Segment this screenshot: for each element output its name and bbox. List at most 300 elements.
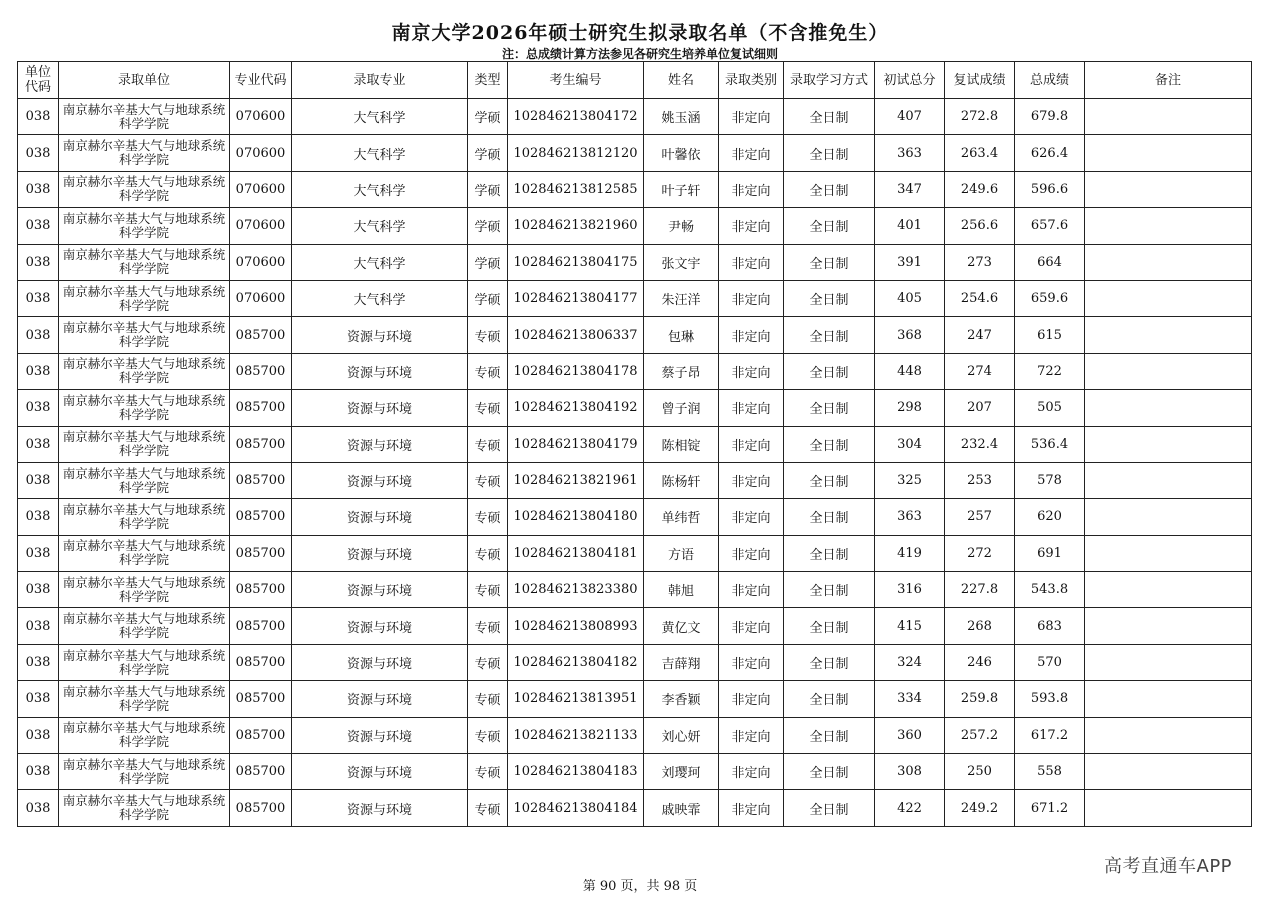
header-unit-code: 单位代码 xyxy=(18,62,59,99)
cell-name: 张文宇 xyxy=(644,244,719,280)
table-row xyxy=(18,608,1252,644)
cell-retest-score: 259.8 xyxy=(945,681,1015,717)
cell-unit: 南京赫尔辛基大气与地球系统科学学院 xyxy=(59,280,230,316)
cell-exam-id: 102846213812585 xyxy=(508,171,644,207)
cell-remarks xyxy=(1085,390,1252,426)
cell-type: 专硕 xyxy=(468,317,508,353)
cell-unit-code: 038 xyxy=(18,535,59,571)
cell-unit-code: 038 xyxy=(18,499,59,535)
cell-initial-score: 448 xyxy=(875,353,945,389)
cell-initial-score: 422 xyxy=(875,790,945,826)
header-retest-score: 复试成绩 xyxy=(945,62,1015,99)
cell-retest-score: 249.6 xyxy=(945,171,1015,207)
cell-name: 韩旭 xyxy=(644,572,719,608)
table-row xyxy=(18,99,1252,135)
cell-name: 包琳 xyxy=(644,317,719,353)
cell-name: 陈杨轩 xyxy=(644,462,719,498)
document-title: 南京大学2026年硕士研究生拟录取名单（不含推免生） xyxy=(391,22,889,44)
header-exam-id: 考生编号 xyxy=(508,62,644,99)
watermark-logo: 高考直通车APP xyxy=(1104,856,1233,877)
cell-study-mode: 全日制 xyxy=(784,790,875,826)
cell-type: 学硕 xyxy=(468,135,508,171)
cell-unit: 南京赫尔辛基大气与地球系统科学学院 xyxy=(59,244,230,280)
cell-unit: 南京赫尔辛基大气与地球系统科学学院 xyxy=(59,717,230,753)
cell-total-score: 543.8 xyxy=(1015,572,1085,608)
header-study-mode: 录取学习方式 xyxy=(784,62,875,99)
header-total-score: 总成绩 xyxy=(1015,62,1085,99)
cell-initial-score: 324 xyxy=(875,644,945,680)
cell-study-mode: 全日制 xyxy=(784,754,875,790)
cell-major: 资源与环境 xyxy=(292,499,468,535)
cell-category: 非定向 xyxy=(719,353,784,389)
cell-major-code: 085700 xyxy=(230,717,292,753)
cell-name: 吉薛翔 xyxy=(644,644,719,680)
cell-unit-code: 038 xyxy=(18,426,59,462)
cell-unit-code: 038 xyxy=(18,462,59,498)
cell-unit: 南京赫尔辛基大气与地球系统科学学院 xyxy=(59,499,230,535)
cell-exam-id: 102846213804175 xyxy=(508,244,644,280)
cell-unit: 南京赫尔辛基大气与地球系统科学学院 xyxy=(59,426,230,462)
cell-unit: 南京赫尔辛基大气与地球系统科学学院 xyxy=(59,572,230,608)
cell-remarks xyxy=(1085,244,1252,280)
table-row xyxy=(18,390,1252,426)
cell-total-score: 505 xyxy=(1015,390,1085,426)
cell-major-code: 070600 xyxy=(230,171,292,207)
cell-unit: 南京赫尔辛基大气与地球系统科学学院 xyxy=(59,462,230,498)
cell-major-code: 085700 xyxy=(230,790,292,826)
cell-unit: 南京赫尔辛基大气与地球系统科学学院 xyxy=(59,390,230,426)
page-footer: 第 90 页，共 98 页 xyxy=(582,879,698,894)
cell-exam-id: 102846213804172 xyxy=(508,99,644,135)
cell-unit-code: 038 xyxy=(18,681,59,717)
cell-unit: 南京赫尔辛基大气与地球系统科学学院 xyxy=(59,608,230,644)
header-row xyxy=(18,62,1252,99)
table-row xyxy=(18,462,1252,498)
cell-category: 非定向 xyxy=(719,99,784,135)
cell-name: 黄亿文 xyxy=(644,608,719,644)
cell-study-mode: 全日制 xyxy=(784,171,875,207)
cell-major-code: 085700 xyxy=(230,535,292,571)
cell-retest-score: 274 xyxy=(945,353,1015,389)
cell-major-code: 085700 xyxy=(230,353,292,389)
cell-unit-code: 038 xyxy=(18,353,59,389)
cell-name: 叶馨依 xyxy=(644,135,719,171)
cell-unit: 南京赫尔辛基大气与地球系统科学学院 xyxy=(59,681,230,717)
cell-category: 非定向 xyxy=(719,790,784,826)
header-category: 录取类别 xyxy=(719,62,784,99)
cell-remarks xyxy=(1085,426,1252,462)
cell-major: 资源与环境 xyxy=(292,608,468,644)
table-row xyxy=(18,208,1252,244)
cell-exam-id: 102846213821960 xyxy=(508,208,644,244)
cell-type: 学硕 xyxy=(468,171,508,207)
cell-type: 学硕 xyxy=(468,208,508,244)
cell-unit: 南京赫尔辛基大气与地球系统科学学院 xyxy=(59,353,230,389)
cell-type: 专硕 xyxy=(468,790,508,826)
cell-total-score: 620 xyxy=(1015,499,1085,535)
table-row xyxy=(18,572,1252,608)
cell-major-code: 070600 xyxy=(230,244,292,280)
cell-major-code: 085700 xyxy=(230,572,292,608)
cell-type: 专硕 xyxy=(468,462,508,498)
cell-type: 专硕 xyxy=(468,499,508,535)
cell-retest-score: 246 xyxy=(945,644,1015,680)
cell-total-score: 657.6 xyxy=(1015,208,1085,244)
cell-exam-id: 102846213804178 xyxy=(508,353,644,389)
cell-exam-id: 102846213804177 xyxy=(508,280,644,316)
cell-major-code: 070600 xyxy=(230,280,292,316)
cell-major-code: 085700 xyxy=(230,681,292,717)
table-row xyxy=(18,280,1252,316)
cell-remarks xyxy=(1085,317,1252,353)
cell-category: 非定向 xyxy=(719,608,784,644)
cell-total-score: 617.2 xyxy=(1015,717,1085,753)
cell-major: 大气科学 xyxy=(292,280,468,316)
cell-total-score: 679.8 xyxy=(1015,99,1085,135)
cell-type: 专硕 xyxy=(468,390,508,426)
cell-initial-score: 407 xyxy=(875,99,945,135)
cell-remarks xyxy=(1085,353,1252,389)
cell-retest-score: 268 xyxy=(945,608,1015,644)
cell-unit-code: 038 xyxy=(18,608,59,644)
cell-unit: 南京赫尔辛基大气与地球系统科学学院 xyxy=(59,135,230,171)
cell-study-mode: 全日制 xyxy=(784,208,875,244)
cell-name: 叶子轩 xyxy=(644,171,719,207)
cell-remarks xyxy=(1085,135,1252,171)
cell-remarks xyxy=(1085,499,1252,535)
cell-retest-score: 227.8 xyxy=(945,572,1015,608)
table-row xyxy=(18,754,1252,790)
cell-unit: 南京赫尔辛基大气与地球系统科学学院 xyxy=(59,535,230,571)
cell-retest-score: 272 xyxy=(945,535,1015,571)
cell-unit-code: 038 xyxy=(18,717,59,753)
cell-initial-score: 304 xyxy=(875,426,945,462)
cell-study-mode: 全日制 xyxy=(784,353,875,389)
cell-retest-score: 249.2 xyxy=(945,790,1015,826)
cell-initial-score: 368 xyxy=(875,317,945,353)
cell-category: 非定向 xyxy=(719,280,784,316)
cell-retest-score: 257.2 xyxy=(945,717,1015,753)
cell-unit: 南京赫尔辛基大气与地球系统科学学院 xyxy=(59,317,230,353)
cell-study-mode: 全日制 xyxy=(784,462,875,498)
cell-name: 朱汪洋 xyxy=(644,280,719,316)
cell-major-code: 085700 xyxy=(230,426,292,462)
cell-remarks xyxy=(1085,754,1252,790)
cell-type: 专硕 xyxy=(468,644,508,680)
cell-retest-score: 256.6 xyxy=(945,208,1015,244)
cell-initial-score: 298 xyxy=(875,390,945,426)
cell-remarks xyxy=(1085,608,1252,644)
cell-category: 非定向 xyxy=(719,462,784,498)
cell-major-code: 085700 xyxy=(230,644,292,680)
cell-category: 非定向 xyxy=(719,499,784,535)
cell-unit-code: 038 xyxy=(18,208,59,244)
cell-type: 专硕 xyxy=(468,353,508,389)
cell-total-score: 671.2 xyxy=(1015,790,1085,826)
cell-unit-code: 038 xyxy=(18,572,59,608)
cell-unit: 南京赫尔辛基大气与地球系统科学学院 xyxy=(59,99,230,135)
cell-retest-score: 207 xyxy=(945,390,1015,426)
cell-major: 资源与环境 xyxy=(292,754,468,790)
cell-initial-score: 360 xyxy=(875,717,945,753)
cell-remarks xyxy=(1085,644,1252,680)
cell-remarks xyxy=(1085,790,1252,826)
cell-study-mode: 全日制 xyxy=(784,390,875,426)
cell-exam-id: 102846213813951 xyxy=(508,681,644,717)
cell-unit-code: 038 xyxy=(18,790,59,826)
cell-initial-score: 391 xyxy=(875,244,945,280)
table-row xyxy=(18,135,1252,171)
cell-retest-score: 253 xyxy=(945,462,1015,498)
cell-category: 非定向 xyxy=(719,171,784,207)
cell-study-mode: 全日制 xyxy=(784,99,875,135)
cell-major-code: 085700 xyxy=(230,608,292,644)
cell-retest-score: 232.4 xyxy=(945,426,1015,462)
cell-type: 专硕 xyxy=(468,754,508,790)
cell-initial-score: 419 xyxy=(875,535,945,571)
cell-remarks xyxy=(1085,99,1252,135)
cell-total-score: 570 xyxy=(1015,644,1085,680)
cell-category: 非定向 xyxy=(719,426,784,462)
cell-exam-id: 102846213804181 xyxy=(508,535,644,571)
cell-total-score: 536.4 xyxy=(1015,426,1085,462)
header-initial-score: 初试总分 xyxy=(875,62,945,99)
cell-total-score: 691 xyxy=(1015,535,1085,571)
cell-unit-code: 038 xyxy=(18,754,59,790)
cell-category: 非定向 xyxy=(719,644,784,680)
cell-unit-code: 038 xyxy=(18,99,59,135)
cell-total-score: 615 xyxy=(1015,317,1085,353)
cell-major-code: 085700 xyxy=(230,462,292,498)
cell-total-score: 722 xyxy=(1015,353,1085,389)
table-body xyxy=(18,99,1252,827)
cell-exam-id: 102846213821133 xyxy=(508,717,644,753)
cell-unit: 南京赫尔辛基大气与地球系统科学学院 xyxy=(59,208,230,244)
cell-major-code: 085700 xyxy=(230,317,292,353)
cell-exam-id: 102846213806337 xyxy=(508,317,644,353)
cell-study-mode: 全日制 xyxy=(784,717,875,753)
cell-retest-score: 250 xyxy=(945,754,1015,790)
cell-retest-score: 247 xyxy=(945,317,1015,353)
cell-name: 蔡子昂 xyxy=(644,353,719,389)
cell-initial-score: 415 xyxy=(875,608,945,644)
cell-initial-score: 334 xyxy=(875,681,945,717)
cell-unit-code: 038 xyxy=(18,390,59,426)
cell-exam-id: 102846213804180 xyxy=(508,499,644,535)
cell-remarks xyxy=(1085,462,1252,498)
cell-category: 非定向 xyxy=(719,208,784,244)
cell-total-score: 593.8 xyxy=(1015,681,1085,717)
cell-unit: 南京赫尔辛基大气与地球系统科学学院 xyxy=(59,644,230,680)
cell-major: 资源与环境 xyxy=(292,353,468,389)
cell-type: 学硕 xyxy=(468,244,508,280)
cell-name: 尹畅 xyxy=(644,208,719,244)
header-major: 录取专业 xyxy=(292,62,468,99)
cell-remarks xyxy=(1085,535,1252,571)
cell-initial-score: 347 xyxy=(875,171,945,207)
cell-name: 刘璎珂 xyxy=(644,754,719,790)
cell-major: 大气科学 xyxy=(292,99,468,135)
table-row xyxy=(18,790,1252,826)
cell-exam-id: 102846213804182 xyxy=(508,644,644,680)
cell-initial-score: 316 xyxy=(875,572,945,608)
cell-name: 陈相锭 xyxy=(644,426,719,462)
cell-major: 大气科学 xyxy=(292,171,468,207)
cell-retest-score: 254.6 xyxy=(945,280,1015,316)
cell-major: 资源与环境 xyxy=(292,790,468,826)
cell-category: 非定向 xyxy=(719,317,784,353)
header-unit: 录取单位 xyxy=(59,62,230,99)
cell-remarks xyxy=(1085,681,1252,717)
cell-exam-id: 102846213804184 xyxy=(508,790,644,826)
cell-study-mode: 全日制 xyxy=(784,535,875,571)
table-row xyxy=(18,244,1252,280)
cell-major: 资源与环境 xyxy=(292,644,468,680)
cell-unit: 南京赫尔辛基大气与地球系统科学学院 xyxy=(59,171,230,207)
cell-unit-code: 038 xyxy=(18,244,59,280)
cell-name: 戚映霏 xyxy=(644,790,719,826)
cell-unit-code: 038 xyxy=(18,280,59,316)
cell-major: 资源与环境 xyxy=(292,317,468,353)
cell-study-mode: 全日制 xyxy=(784,280,875,316)
cell-total-score: 558 xyxy=(1015,754,1085,790)
cell-major: 资源与环境 xyxy=(292,681,468,717)
cell-study-mode: 全日制 xyxy=(784,135,875,171)
cell-name: 李香颖 xyxy=(644,681,719,717)
cell-type: 学硕 xyxy=(468,99,508,135)
cell-unit-code: 038 xyxy=(18,317,59,353)
cell-initial-score: 325 xyxy=(875,462,945,498)
cell-type: 专硕 xyxy=(468,608,508,644)
cell-type: 专硕 xyxy=(468,535,508,571)
cell-study-mode: 全日制 xyxy=(784,499,875,535)
cell-total-score: 578 xyxy=(1015,462,1085,498)
cell-type: 专硕 xyxy=(468,426,508,462)
cell-category: 非定向 xyxy=(719,681,784,717)
cell-major: 资源与环境 xyxy=(292,717,468,753)
cell-major: 资源与环境 xyxy=(292,390,468,426)
cell-exam-id: 102846213821961 xyxy=(508,462,644,498)
cell-type: 专硕 xyxy=(468,572,508,608)
cell-initial-score: 363 xyxy=(875,135,945,171)
cell-major-code: 070600 xyxy=(230,99,292,135)
table-row xyxy=(18,681,1252,717)
cell-retest-score: 272.8 xyxy=(945,99,1015,135)
cell-remarks xyxy=(1085,171,1252,207)
header-remarks: 备注 xyxy=(1085,62,1252,99)
cell-total-score: 626.4 xyxy=(1015,135,1085,171)
cell-remarks xyxy=(1085,717,1252,753)
cell-category: 非定向 xyxy=(719,244,784,280)
cell-type: 专硕 xyxy=(468,681,508,717)
cell-major-code: 070600 xyxy=(230,208,292,244)
cell-total-score: 683 xyxy=(1015,608,1085,644)
cell-unit: 南京赫尔辛基大气与地球系统科学学院 xyxy=(59,790,230,826)
table-row xyxy=(18,317,1252,353)
cell-major: 资源与环境 xyxy=(292,535,468,571)
cell-total-score: 596.6 xyxy=(1015,171,1085,207)
cell-exam-id: 102846213823380 xyxy=(508,572,644,608)
cell-major: 大气科学 xyxy=(292,135,468,171)
table-row xyxy=(18,353,1252,389)
header-name: 姓名 xyxy=(644,62,719,99)
cell-initial-score: 401 xyxy=(875,208,945,244)
cell-study-mode: 全日制 xyxy=(784,608,875,644)
cell-study-mode: 全日制 xyxy=(784,244,875,280)
table-row xyxy=(18,535,1252,571)
score-note: 注：总成绩计算方法参见各研究生培养单位复试细则 xyxy=(501,47,778,61)
cell-initial-score: 308 xyxy=(875,754,945,790)
cell-study-mode: 全日制 xyxy=(784,572,875,608)
cell-major-code: 070600 xyxy=(230,135,292,171)
cell-exam-id: 102846213804183 xyxy=(508,754,644,790)
cell-study-mode: 全日制 xyxy=(784,644,875,680)
cell-unit: 南京赫尔辛基大气与地球系统科学学院 xyxy=(59,754,230,790)
cell-remarks xyxy=(1085,572,1252,608)
cell-type: 学硕 xyxy=(468,280,508,316)
cell-total-score: 664 xyxy=(1015,244,1085,280)
cell-major: 资源与环境 xyxy=(292,462,468,498)
cell-exam-id: 102846213812120 xyxy=(508,135,644,171)
cell-category: 非定向 xyxy=(719,754,784,790)
table-row xyxy=(18,171,1252,207)
cell-remarks xyxy=(1085,208,1252,244)
cell-major-code: 085700 xyxy=(230,499,292,535)
cell-category: 非定向 xyxy=(719,572,784,608)
cell-major-code: 085700 xyxy=(230,390,292,426)
admission-table xyxy=(17,61,1252,827)
cell-retest-score: 263.4 xyxy=(945,135,1015,171)
header-major-code: 专业代码 xyxy=(230,62,292,99)
table-row xyxy=(18,644,1252,680)
cell-category: 非定向 xyxy=(719,390,784,426)
cell-unit-code: 038 xyxy=(18,135,59,171)
table-row xyxy=(18,426,1252,462)
cell-major: 资源与环境 xyxy=(292,572,468,608)
table-row xyxy=(18,717,1252,753)
cell-type: 专硕 xyxy=(468,717,508,753)
cell-study-mode: 全日制 xyxy=(784,317,875,353)
cell-name: 姚玉涵 xyxy=(644,99,719,135)
cell-retest-score: 257 xyxy=(945,499,1015,535)
cell-unit-code: 038 xyxy=(18,171,59,207)
cell-name: 方语 xyxy=(644,535,719,571)
cell-name: 曾子润 xyxy=(644,390,719,426)
cell-study-mode: 全日制 xyxy=(784,426,875,462)
header-type: 类型 xyxy=(468,62,508,99)
cell-remarks xyxy=(1085,280,1252,316)
cell-exam-id: 102846213804179 xyxy=(508,426,644,462)
cell-exam-id: 102846213808993 xyxy=(508,608,644,644)
table-row xyxy=(18,499,1252,535)
cell-name: 刘心妍 xyxy=(644,717,719,753)
cell-initial-score: 363 xyxy=(875,499,945,535)
cell-name: 单纬哲 xyxy=(644,499,719,535)
cell-unit-code: 038 xyxy=(18,644,59,680)
cell-category: 非定向 xyxy=(719,717,784,753)
cell-retest-score: 273 xyxy=(945,244,1015,280)
cell-major-code: 085700 xyxy=(230,754,292,790)
cell-study-mode: 全日制 xyxy=(784,681,875,717)
cell-exam-id: 102846213804192 xyxy=(508,390,644,426)
cell-major: 大气科学 xyxy=(292,208,468,244)
cell-initial-score: 405 xyxy=(875,280,945,316)
cell-category: 非定向 xyxy=(719,535,784,571)
cell-total-score: 659.6 xyxy=(1015,280,1085,316)
cell-major: 资源与环境 xyxy=(292,426,468,462)
cell-category: 非定向 xyxy=(719,135,784,171)
cell-major: 大气科学 xyxy=(292,244,468,280)
